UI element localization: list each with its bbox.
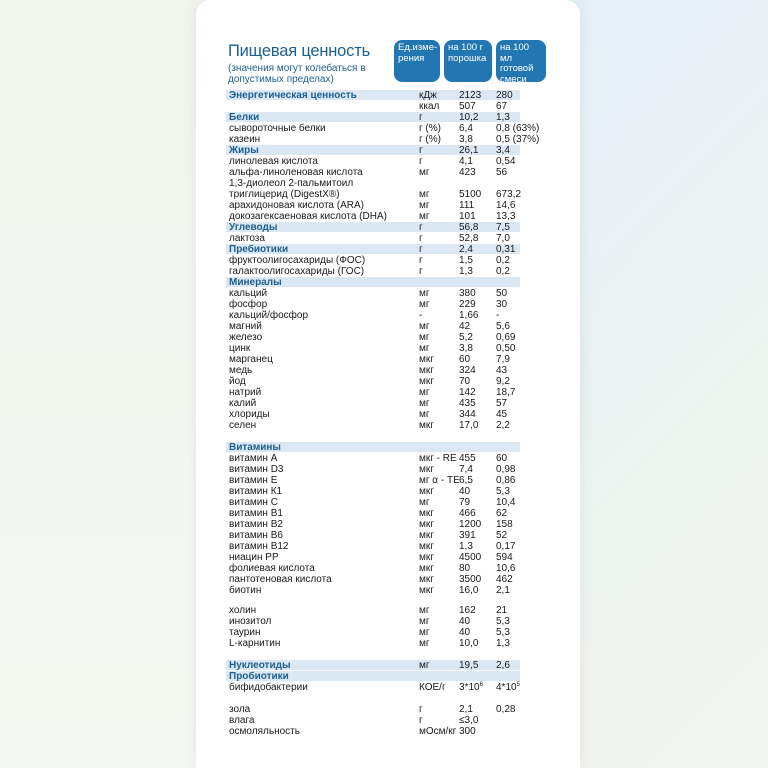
unit-cell: мкг xyxy=(419,485,434,497)
nutrient-name: фосфор xyxy=(229,298,268,310)
per-100g-value: 79 xyxy=(459,496,471,508)
per-100g-value: 142 xyxy=(459,386,476,398)
per-100ml-value: 0,31 xyxy=(496,243,516,255)
nutrient-name: триглицерид (DigestX®) xyxy=(229,188,340,200)
per-100ml-value: 1,3 xyxy=(496,637,510,649)
unit-cell: мг xyxy=(419,659,430,671)
mantissa: 4*10 xyxy=(496,681,517,693)
per-100ml-value: 594 xyxy=(496,551,513,563)
unit-cell: мг xyxy=(419,331,430,343)
unit-cell: мг xyxy=(419,199,430,211)
column-header-unit: Ед.изме-рения xyxy=(394,40,440,82)
per-100g-value: 1,5 xyxy=(459,254,473,266)
per-100g-value: 1,3 xyxy=(459,265,473,277)
unit-cell: - xyxy=(419,309,423,321)
per-100g-value: 70 xyxy=(459,375,471,387)
per-100ml-value: 462 xyxy=(496,573,513,585)
per-100ml-value: 30 xyxy=(496,298,508,310)
unit-cell: мкг xyxy=(419,584,434,596)
per-100ml-value: 0,2 xyxy=(496,254,510,266)
nutrient-name: цинк xyxy=(229,342,251,354)
per-100ml-value: 21 xyxy=(496,604,508,616)
per-100ml-value: 0,50 xyxy=(496,342,516,354)
exponent: 6 xyxy=(479,681,483,688)
per-100ml-value: 3,4 xyxy=(496,144,510,156)
unit-cell: кДж xyxy=(419,89,437,101)
unit-cell: мг xyxy=(419,166,430,178)
nutrient-name: Нуклеотиды xyxy=(229,659,291,671)
per-100g-value: 10,2 xyxy=(459,111,479,123)
per-100g-value: 2,4 xyxy=(459,243,473,255)
nutrient-name: йод xyxy=(229,375,246,387)
unit-cell: мкг xyxy=(419,353,434,365)
per-100ml-value: 50 xyxy=(496,287,508,299)
nutrient-name: казеин xyxy=(229,133,261,145)
per-100g-value: 1,3 xyxy=(459,540,473,552)
unit-cell: мг xyxy=(419,386,430,398)
column-header-powder: на 100 г порошка xyxy=(444,40,492,82)
unit-cell: г (%) xyxy=(419,122,441,134)
nutrient-name: медь xyxy=(229,364,253,376)
per-100ml-value: 9,2 xyxy=(496,375,510,387)
per-100ml-value: 67 xyxy=(496,100,508,112)
per-100g-value: 19,5 xyxy=(459,659,479,671)
nutrient-name: линолевая кислота xyxy=(229,155,318,167)
per-100g-value: 5100 xyxy=(459,188,482,200)
nutrient-name: инозитол xyxy=(229,615,272,627)
per-100g-value: 162 xyxy=(459,604,476,616)
per-100ml-value: 158 xyxy=(496,518,513,530)
unit-cell: мг xyxy=(419,626,430,638)
nutrient-name: магний xyxy=(229,320,262,332)
per-100g-value: 4,1 xyxy=(459,155,473,167)
nutrient-name: Углеводы xyxy=(229,221,278,233)
per-100g-value: 17,0 xyxy=(459,419,479,431)
per-100ml-value: 2,1 xyxy=(496,584,510,596)
per-100ml-value: 0,28 xyxy=(496,703,516,715)
unit-cell: мкг xyxy=(419,540,434,552)
unit-cell: г xyxy=(419,714,423,726)
unit-cell: КОЕ/г xyxy=(419,681,446,693)
page-title: Пищевая ценность xyxy=(228,42,370,60)
per-100g-value: 507 xyxy=(459,100,476,112)
unit-cell: г xyxy=(419,144,423,156)
nutrient-name: сывороточные белки xyxy=(229,122,326,134)
per-100g-value: 1,66 xyxy=(459,309,479,321)
nutrient-name: витамин К1 xyxy=(229,485,283,497)
per-100g-value: 56,8 xyxy=(459,221,479,233)
per-100g-value: 42 xyxy=(459,320,471,332)
unit-cell: мкг xyxy=(419,507,434,519)
per-100ml-value: 0,2 xyxy=(496,265,510,277)
unit-cell: мкг xyxy=(419,463,434,475)
nutrient-name: ниацин РР xyxy=(229,551,279,563)
table-header xyxy=(222,38,562,94)
per-100g-value: 423 xyxy=(459,166,476,178)
nutrient-name: Энергетическая ценность xyxy=(229,89,357,101)
unit-cell: мг xyxy=(419,320,430,332)
per-100ml-value: 60 xyxy=(496,452,508,464)
nutrient-name: бифидобактерии xyxy=(229,681,308,693)
unit-cell: ккал xyxy=(419,100,440,112)
per-100ml-value: 0,8 (63%) xyxy=(496,122,540,134)
nutrient-name: витамин С xyxy=(229,496,278,508)
unit-cell: г xyxy=(419,254,423,266)
unit-cell: г xyxy=(419,111,423,123)
per-100g-value: 391 xyxy=(459,529,476,541)
per-100g-value: 229 xyxy=(459,298,476,310)
nutrient-name: Пробиотики xyxy=(229,670,289,682)
per-100g-value: 3500 xyxy=(459,573,482,585)
per-100ml-value: 2,6 xyxy=(496,659,510,671)
per-100ml-value: 0,98 xyxy=(496,463,516,475)
unit-cell: мг xyxy=(419,496,430,508)
unit-cell: г xyxy=(419,155,423,167)
unit-cell: мкг xyxy=(419,529,434,541)
nutrient-name: Жиры xyxy=(229,144,259,156)
nutrient-name: Минералы xyxy=(229,276,282,288)
nutrient-name: альфа-линоленовая кислота xyxy=(229,166,363,178)
per-100ml-value: 14,6 xyxy=(496,199,516,211)
per-100g-value: 80 xyxy=(459,562,471,574)
unit-cell: мг xyxy=(419,637,430,649)
per-100ml-value: 5,3 xyxy=(496,485,510,497)
column-header-ready: на 100 мл готовой смеси xyxy=(496,40,546,82)
per-100ml-value: 0,54 xyxy=(496,155,516,167)
per-100ml-value: 10,6 xyxy=(496,562,516,574)
per-100ml-value: 18,7 xyxy=(496,386,516,398)
per-100g-value: 2,1 xyxy=(459,703,473,715)
per-100g-value: 344 xyxy=(459,408,476,420)
unit-cell: мкг xyxy=(419,573,434,585)
unit-cell: г xyxy=(419,221,423,233)
per-100ml-value: 5,3 xyxy=(496,626,510,638)
nutrient-name: витамин Е xyxy=(229,474,278,486)
nutrient-name: витамин В1 xyxy=(229,507,283,519)
unit-cell: мг xyxy=(419,188,430,200)
per-100g-value: 111 xyxy=(459,199,475,211)
per-100g-value: 4500 xyxy=(459,551,482,563)
nutrient-name: Витамины xyxy=(229,441,281,453)
unit-cell: г xyxy=(419,232,423,244)
unit-cell: мОсм/кг xyxy=(419,725,457,737)
nutrient-name: калий xyxy=(229,397,257,409)
per-100g-value: 6,4 xyxy=(459,122,473,134)
per-100ml-value: 62 xyxy=(496,507,508,519)
nutrient-name: биотин xyxy=(229,584,262,596)
nutrient-name: витамин А xyxy=(229,452,278,464)
nutrient-name: влага xyxy=(229,714,255,726)
per-100g-value: 435 xyxy=(459,397,476,409)
nutrient-name: Белки xyxy=(229,111,260,123)
per-100g-value: 1200 xyxy=(459,518,482,530)
per-100g-value: 7,4 xyxy=(459,463,473,475)
nutrient-name: фруктоолигосахариды (ФОС) xyxy=(229,254,366,266)
nutrient-name: осмоляльность xyxy=(229,725,300,737)
nutrient-name: лактоза xyxy=(229,232,265,244)
unit-cell: г (%) xyxy=(419,133,441,145)
per-100g-value: 6,5 xyxy=(459,474,473,486)
unit-cell: г xyxy=(419,703,423,715)
per-100g-value: 40 xyxy=(459,615,471,627)
nutrient-name: пантотеновая кислота xyxy=(229,573,332,585)
unit-cell: г xyxy=(419,243,423,255)
per-100ml-value: 5,6 xyxy=(496,320,510,332)
per-100ml-value: - xyxy=(496,309,500,321)
per-100ml-value: 7,5 xyxy=(496,221,510,233)
per-100ml-value: 43 xyxy=(496,364,508,376)
per-100ml-value: 10,4 xyxy=(496,496,516,508)
per-100g-value: 455 xyxy=(459,452,476,464)
per-100g-value: 40 xyxy=(459,485,471,497)
unit-cell: мг xyxy=(419,287,430,299)
per-100g-value: 380 xyxy=(459,287,476,299)
nutrient-name: селен xyxy=(229,419,257,431)
per-100g-value: ≤3,0 xyxy=(459,714,479,726)
unit-cell: мкг xyxy=(419,562,434,574)
unit-cell: мг xyxy=(419,342,430,354)
per-100g-value: 40 xyxy=(459,626,471,638)
background-panel xyxy=(570,0,768,768)
unit-cell: мкг xyxy=(419,551,434,563)
nutrient-name: марганец xyxy=(229,353,273,365)
nutrient-name: таурин xyxy=(229,626,261,638)
exponent: 5 xyxy=(516,681,520,688)
nutrient-name: холин xyxy=(229,604,257,616)
per-100g-value: 3,8 xyxy=(459,133,473,145)
per-100ml-value: 280 xyxy=(496,89,513,101)
per-100ml-value: 0,69 xyxy=(496,331,516,343)
per-100g-value: 101 xyxy=(459,210,476,222)
per-100g-value: 52,8 xyxy=(459,232,479,244)
per-100ml-value: 0,86 xyxy=(496,474,516,486)
per-100g-value xyxy=(459,682,483,693)
nutrient-name: витамин D3 xyxy=(229,463,284,475)
unit-cell: мг xyxy=(419,210,430,222)
unit-cell: мкг xyxy=(419,364,434,376)
per-100ml-value xyxy=(496,682,520,693)
nutrient-name: хлориды xyxy=(229,408,270,420)
nutrient-name: кальций xyxy=(229,287,268,299)
nutrient-name: витамин В2 xyxy=(229,518,283,530)
mantissa: 3*10 xyxy=(459,681,480,693)
per-100ml-value: 13,3 xyxy=(496,210,516,222)
per-100g-value: 10,0 xyxy=(459,637,479,649)
per-100ml-value: 5,3 xyxy=(496,615,510,627)
per-100g-value: 2123 xyxy=(459,89,482,101)
per-100g-value: 3,8 xyxy=(459,342,473,354)
unit-cell: мг xyxy=(419,615,430,627)
nutrient-name: витамин В6 xyxy=(229,529,283,541)
per-100g-value: 5,2 xyxy=(459,331,473,343)
per-100ml-value: 56 xyxy=(496,166,508,178)
unit-cell: мг α - TE xyxy=(419,474,460,486)
per-100ml-value: 0,17 xyxy=(496,540,516,552)
nutrient-name: железо xyxy=(229,331,263,343)
nutrient-name: зола xyxy=(229,703,251,715)
nutrient-name: галактоолигосахариды (ГОС) xyxy=(229,265,365,277)
subtitle-note: (значения могут колебаться в допустимых пределах) xyxy=(228,63,366,85)
per-100ml-value: 1,3 xyxy=(496,111,510,123)
per-100g-value: 16,0 xyxy=(459,584,479,596)
per-100g-value: 60 xyxy=(459,353,471,365)
nutrient-name: докозагексаеновая кислота (DHA) xyxy=(229,210,387,222)
nutrient-name: Пребиотики xyxy=(229,243,289,255)
per-100g-value: 466 xyxy=(459,507,476,519)
nutrient-name: L-карнитин xyxy=(229,637,281,649)
unit-cell: мг xyxy=(419,408,430,420)
nutrient-name: кальций/фосфор xyxy=(229,309,309,321)
unit-cell: мкг - RE xyxy=(419,452,457,464)
unit-cell: мкг xyxy=(419,375,434,387)
per-100g-value: 26,1 xyxy=(459,144,479,156)
nutrient-name: арахидоновая кислота (ARA) xyxy=(229,199,364,211)
per-100ml-value: 7,0 xyxy=(496,232,510,244)
nutrient-name: витамин В12 xyxy=(229,540,289,552)
per-100g-value: 324 xyxy=(459,364,476,376)
nutrient-name: фолиевая кислота xyxy=(229,562,315,574)
per-100ml-value: 7,9 xyxy=(496,353,510,365)
per-100ml-value: 2,2 xyxy=(496,419,510,431)
per-100ml-value: 57 xyxy=(496,397,508,409)
unit-cell: мг xyxy=(419,397,430,409)
per-100ml-value: 45 xyxy=(496,408,508,420)
unit-cell: мкг xyxy=(419,419,434,431)
per-100g-value: 300 xyxy=(459,725,476,737)
per-100ml-value: 0,5 (37%) xyxy=(496,133,540,145)
unit-cell: мг xyxy=(419,604,430,616)
per-100ml-value: 52 xyxy=(496,529,508,541)
nutrient-name: натрий xyxy=(229,386,262,398)
nutrient-name: 1,3-диолеол 2-пальмитоил xyxy=(229,177,354,189)
per-100ml-value: 673,2 xyxy=(496,188,522,200)
unit-cell: мг xyxy=(419,298,430,310)
unit-cell: г xyxy=(419,265,423,277)
unit-cell: мкг xyxy=(419,518,434,530)
